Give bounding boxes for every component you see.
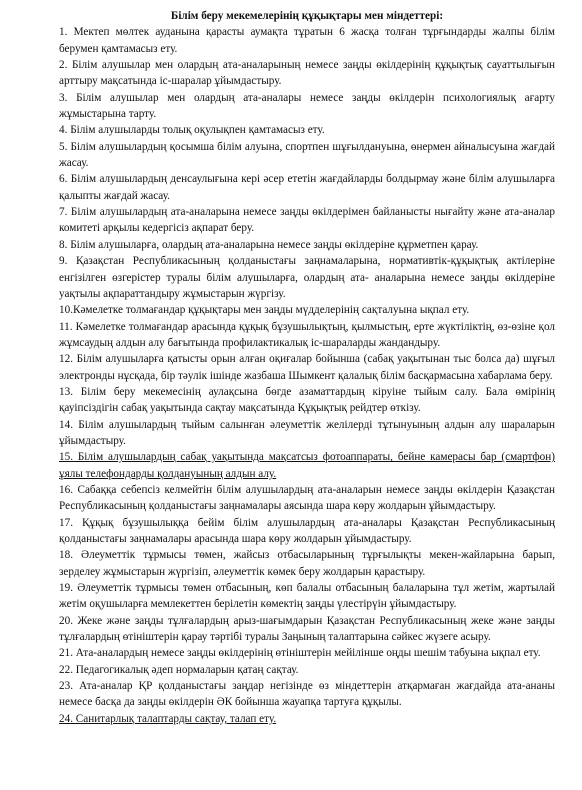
list-item: 4. Білім алушыларды толық оқулықпен қамтамасыз ету. bbox=[59, 124, 325, 137]
list-item: 9. Қазақстан Республикасының қолданыстағы заңнамаларына, нормативтік-құқықтық актілеріне енгізілген өзгерістер туралы білім алушыларға, олардың ата- аналарына немесе заңды өкілдеріне уақтылы ақпараттандыру жұмыстарын жүргізу. bbox=[59, 255, 555, 300]
list-item: 18. Әлеуметтік тұрмысы төмен, жайсыз отбасыларының тұрғылықты мекен-жайларына барып, зерделеу жұмыстарын жүргізіп, әлеуметтік көмек беру жолдарын қарастыру. bbox=[59, 549, 555, 578]
list-item: 1. Мектеп мөлтек ауданына қарасты аумақта тұратын 6 жасқа толған тұрғындарды жалпы білім берумен қамтамасыз ету. bbox=[59, 26, 555, 55]
document-title: Білім беру мекемелерінің құқықтары мен міндеттері: bbox=[170, 10, 444, 22]
list-item: 17. Құқық бұзушылыққа бейім білім алушылардың ата-аналары Қазақстан Республикасының қолданыстағы заңнамалары арасында шара көру жолдарын ұйымдастыру. bbox=[59, 516, 555, 545]
list-item: 24. Санитарлық талаптарды сақтау, талап ету. bbox=[59, 712, 277, 725]
list-item: 3. Білім алушылар мен олардың ата-аналары немесе заңды өкілдерін психологиялық ағарту жұмыстарына тарту. bbox=[59, 91, 555, 121]
document-page bbox=[59, 8, 555, 727]
list-item: 14. Білім алушылардың тыйым салынған әлеуметтік желілерді тұтынуының алдын алу шараларын ұйымдастыру. bbox=[59, 418, 555, 447]
list-item: 8. Білім алушыларға, олардың ата-аналарына немесе заңды өкілдеріне құрметпен қарау. bbox=[59, 238, 479, 251]
list-item: 13. Білім беру мекемесінің аулақсына бөгде азаматтардың кіруіне тыйым салу. Бала өмірінің қауіпсіздігін сабақ уақытында сақтау мақсатында Құқықтық рейдтер өткізу. bbox=[59, 385, 555, 415]
list-item: 11. Кәмелетке толмағандар арасында құқық бұзушылықтың, қылмыстың, ерте жүктіліктің, өз-өзіне қол жұмсаудың алдын алу бағытында профилактикалық іс-шараларды жандандыру. bbox=[59, 320, 555, 349]
list-item: 2. Білім алушылар мен олардың ата-аналарының немесе заңды өкілдерінің құқықтық сауаттылығын арттыру мақсатында іс-шаралар ұйымдастыру. bbox=[59, 59, 555, 88]
list-item: 21. Ата-аналардың немесе заңды өкілдерінің өтініштерін мейілінше оңды шешім табуына ықпал ету. bbox=[59, 647, 541, 660]
list-item: 15. Білім алушылардың сабақ уақытында мақсатсыз фотоаппараты, бейне камерасы бар (смартфон) ұялы телефондарды қолдануының алдын алу. bbox=[59, 451, 555, 480]
list-item: 16. Сабаққа себепсіз келмейтін білім алушылардың ата-аналарын немесе заңды өкілдерін Қазақстан Республикасының қолданыстағы заңнамалары аясында шара көру жолдарын ұйымдастыру. bbox=[59, 483, 555, 513]
list-item: 22. Педагогикалық әдеп нормаларын қатаң сақтау. bbox=[59, 663, 299, 676]
list-item: 10.Кәмелетке толмағандар құқықтары мен заңды мүдделерінің сақталуына ықпал ету. bbox=[59, 304, 470, 317]
rights-duties-list bbox=[59, 24, 555, 727]
list-item: 19. Әлеуметтік тұрмысы төмен отбасының, көп балалы отбасының балаларына тұл жетім, жартылай жетім оқушыларға мемлекеттен берілетін көмектің заңды үлестірүін ұйымдастыру. bbox=[59, 582, 555, 611]
list-item: 12. Білім алушыларға қатысты орын алған оқиғалар бойынша (сабақ уақытынан тыс болса да) шұғыл электронды нұсқада, бір тәулік ішінде жазбаша Шымкент қалалық білім басқармасына хабарлама беру. bbox=[59, 353, 555, 382]
list-item: 20. Жеке және заңды тұлғалардың арыз-шағымдарын Қазақстан Республикасының жеке және заңды тұлғалардың өтініштерін қарау тәртібі туралы Заңының талаптарына сәйкес жүзеге асыру. bbox=[59, 614, 555, 644]
list-item: 6. Білім алушылардың денсаулығына кері әсер ететін жағдайларды болдырмау және білім алушыларға қалыпты жағдай жасау. bbox=[59, 173, 555, 202]
list-item: 5. Білім алушылардың қосымша білім алуына, спортпен шұғылдануына, өнермен айналысуына жағдай жасау. bbox=[59, 140, 555, 170]
list-item: 23. Ата-аналар ҚР қолданыстағы заңдар негізінде өз міндеттерін атқармаған жағдайда ата-ананы немесе басқа да заңды өкілдерін ӘК бойынша жауапқа тартуға құқылы. bbox=[59, 680, 555, 709]
list-item: 7. Білім алушылардың ата-аналарына немесе заңды өкілдерімен байланысты нығайту және ата-аналар комитеті арқылы кедергісіз ақпарат беру. bbox=[59, 206, 555, 235]
